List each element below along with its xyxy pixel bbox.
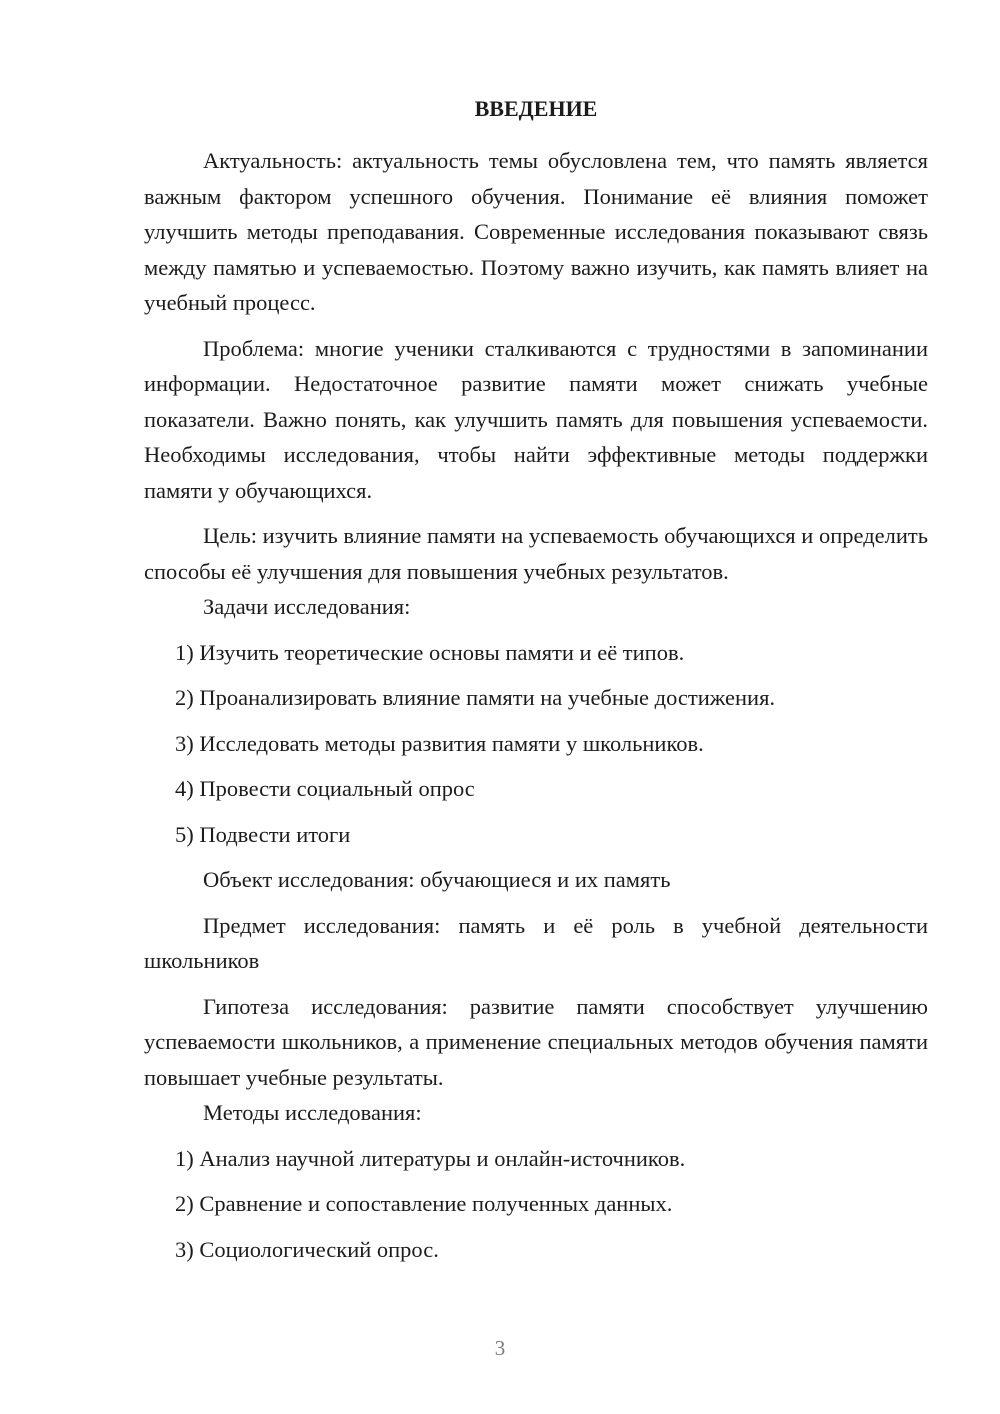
section-heading: ВВЕДЕНИЕ — [474, 96, 598, 121]
method-item: 3) Социологический опрос. — [175, 1236, 439, 1262]
object-line: Объект исследования: обучающиеся и их память — [203, 867, 671, 892]
page-number: 3 — [494, 1336, 506, 1360]
problem-paragraph: Проблема: многие ученики сталкиваются с трудностями в запоминании информации. Недостаточное развитие памяти может снижать учебные показатели. Важно понять, как улучшить память для повышения успеваемости. Необходимы исследования, чтобы найти эффективные методы поддержки памяти у обучающихся. — [144, 335, 928, 503]
tasks-label: Задачи исследования: — [203, 594, 411, 619]
subject-paragraph: Предмет исследования: память и её роль в учебной деятельности школьников — [144, 912, 928, 973]
task-item: 5) Подвести итоги — [175, 821, 351, 847]
goal-paragraph: Цель: изучить влияние памяти на успеваемость обучающихся и определить способы её улучшения для повышения учебных результатов. — [144, 523, 928, 584]
task-item: 2) Проанализировать влияние памяти на учебные достижения. — [175, 685, 776, 710]
methods-list — [144, 1141, 928, 1268]
tasks-list — [144, 635, 928, 853]
methods-label: Методы исследования: — [203, 1100, 422, 1125]
task-item: 1) Изучить теоретические основы памяти и её типов. — [175, 639, 685, 665]
task-item: 4) Провести социальный опрос — [175, 776, 475, 801]
method-item: 2) Сравнение и сопоставление полученных данных. — [175, 1191, 673, 1216]
task-item: 3) Исследовать методы развития памяти у школьников. — [175, 730, 704, 756]
document-page — [144, 94, 928, 1267]
hypothesis-paragraph: Гипотеза исследования: развитие памяти способствует улучшению успеваемости школьников, а применение специальных методов обучения памяти повышает учебные результаты. — [144, 993, 928, 1090]
method-item: 1) Анализ научной литературы и онлайн-источников. — [175, 1145, 686, 1171]
relevance-paragraph: Актуальность: актуальность темы обусловлена тем, что память является важным фактором успешного обучения. Понимание её влияния поможет улучшить методы преподавания. Современные исследования показывают связь между памятью и успеваемостью. Поэтому важно изучить, как память влияет на учебный процесс. — [144, 148, 928, 315]
